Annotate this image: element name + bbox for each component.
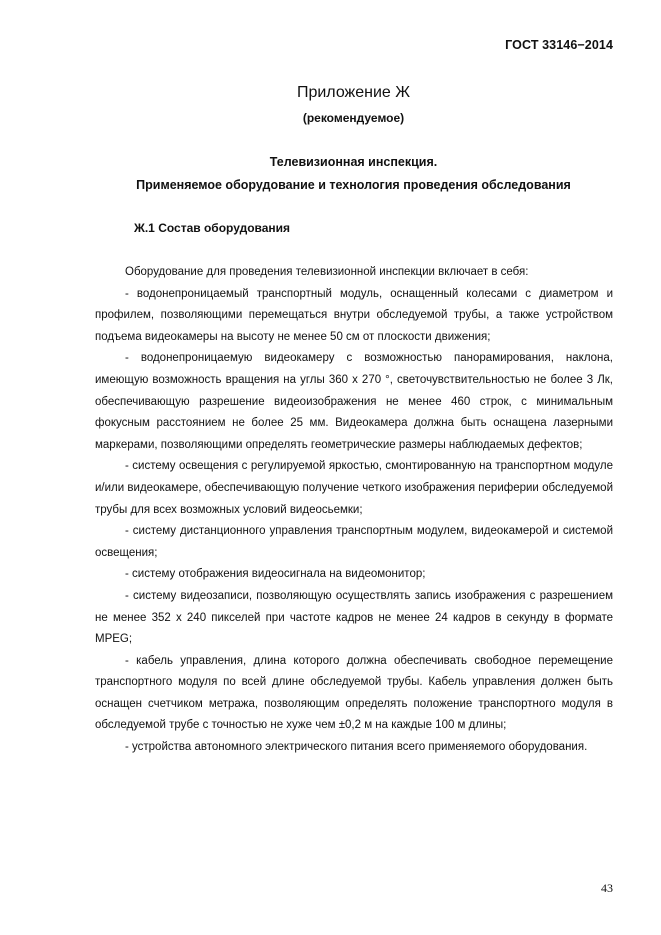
appendix-heading-line-1: Телевизионная инспекция.: [269, 155, 438, 169]
paragraph-item: - систему видеозаписи, позволяющую осуществлять запись изображения с разрешением не менее 352 x 240 пикселей при частоте кадров не менее 24 кадров в секунду в формате MPEG;: [95, 589, 613, 646]
paragraph-item: - кабель управления, длина которого должна обеспечивать свободное перемещение транспортного модуля по всей длине обследуемой трубы. Кабель управления должен быть оснащен счетчиком метража, позволяющим определять положение транспортного модуля в обследуемой трубе с точностью не хуже чем ±0,2 м на каждые 100 м длины;: [95, 654, 613, 732]
section-title: Ж.1 Состав оборудования: [134, 221, 291, 235]
appendix-status: (рекомендуемое): [302, 111, 405, 125]
paragraph-item: - водонепроницаемый транспортный модуль, оснащенный колесами с диаметром и профилем, позволяющими перемещаться внутри обследуемой трубы, а также устройством подъема видеокамеры на высоту не менее 50 см от плоскости движения;: [95, 287, 613, 343]
appendix-title: Приложение Ж: [296, 84, 411, 101]
paragraph-intro: Оборудование для проведения телевизионной инспекции включает в себя:: [125, 266, 529, 278]
paragraph-item: - систему освещения с регулируемой яркостью, смонтированную на транспортном модуле и/или видеокамере, обеспечивающую получение четкого изображения периферии обследуемой трубы для всех возможных условий видеосьемки;: [95, 460, 613, 516]
page-number: 43: [601, 881, 613, 895]
document-code: ГОСТ 33146−2014: [505, 38, 613, 52]
paragraph-item: - систему дистанционного управления транспортным модулем, видеокамерой и системой освещения;: [95, 525, 613, 559]
body-text: [95, 262, 613, 759]
paragraph-item: - систему отображения видеосигнала на видеомонитор;: [125, 568, 426, 581]
appendix-heading-line-2: Применяемое оборудование и технология проведения обследования: [136, 178, 571, 192]
paragraph-item: - устройства автономного электрического питания всего применяемого оборудования.: [125, 741, 588, 754]
paragraph-item: - водонепроницаемую видеокамеру с возможностью панорамирования, наклона, имеющую возможность вращения на углы 360 x 270 °, светочувствительностью не более 3 Лк, обеспечивающую разрешение видеоизображения не менее 460 строк, с минимальным фокусным расстоянием не более 25 мм. Видеокамера должна быть оснащена лазерными маркерами, позволяющими определять геометрические размеры наблюдаемых дефектов;: [95, 352, 613, 451]
